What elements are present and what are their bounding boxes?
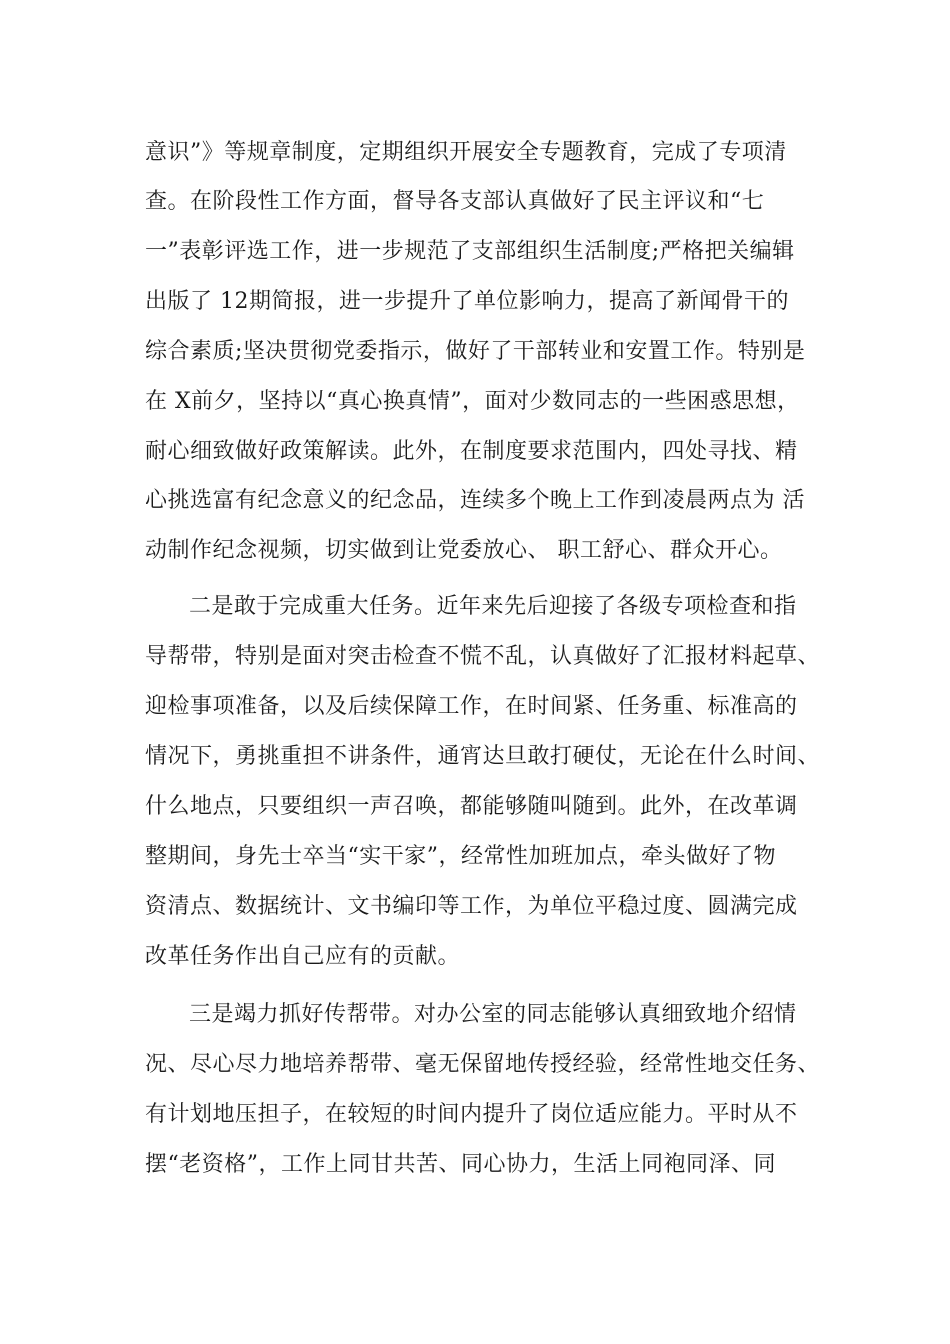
text-line: 出版了 12期简报，进一步提升了单位影响力，提高了新闻骨干的 xyxy=(145,289,789,314)
text-line: 导帮带，特别是面对突击检查不慌不乱，认真做好了汇报材料起草、 xyxy=(145,644,821,669)
paragraph-start-line: 二是敢于完成重大任务。近年来先后迎接了各级专项检查和指 xyxy=(189,594,797,619)
text-line: 整期间，身先士卒当“实干家”，经常性加班加点，牵头做好了物 xyxy=(145,844,776,869)
paragraph-start-line: 三是竭力抓好传帮带。对办公室的同志能够认真细致地介绍情 xyxy=(189,1002,797,1027)
text-line: 情况下，勇挑重担不讲条件，通宵达旦敢打硬仗，无论在什么时间、 xyxy=(145,744,821,769)
text-line: 综合素质;坚决贯彻党委指示，做好了干部转业和安置工作。特别是 xyxy=(145,339,806,364)
text-line: 查。在阶段性工作方面，督导各支部认真做好了民主评议和“七 xyxy=(145,189,765,214)
text-line: 意识”》等规章制度，定期组织开展安全专题教育，完成了专项清 xyxy=(145,140,787,165)
text-line: 改革任务作出自己应有的贡献。 xyxy=(145,944,461,969)
text-line: 动制作纪念视频，切实做到让党委放心、 职工舒心、群众开心。 xyxy=(145,538,783,563)
text-line: 摆“老资格”，工作上同甘共苦、同心协力，生活上同袍同泽、同 xyxy=(145,1152,776,1177)
text-line: 什么地点，只要组织一声召唤，都能够随叫随到。此外，在改革调 xyxy=(145,794,798,819)
text-line: 耐心细致做好政策解读。此外，在制度要求范围内，四处寻找、精 xyxy=(145,439,798,464)
text-line: 有计划地压担子，在较短的时间内提升了岗位适应能力。平时从不 xyxy=(145,1102,798,1127)
text-line: 况、尽心尽力地培养帮带、毫无保留地传授经验，经常性地交任务、 xyxy=(145,1052,821,1077)
text-line: 心挑选富有纪念意义的纪念品，连续多个晚上工作到凌晨两点为 活 xyxy=(145,488,805,513)
text-line: 一”表彰评选工作，进一步规范了支部组织生活制度;严格把关编辑 xyxy=(145,239,795,264)
text-line: 资清点、数据统计、文书编印等工作，为单位平稳过度、圆满完成 xyxy=(145,894,798,919)
text-line: 在 X前夕，坚持以“真心换真情”，面对少数同志的一些困惑思想， xyxy=(145,389,800,414)
text-line: 迎检事项准备，以及后续保障工作，在时间紧、任务重、标准高的 xyxy=(145,694,798,719)
